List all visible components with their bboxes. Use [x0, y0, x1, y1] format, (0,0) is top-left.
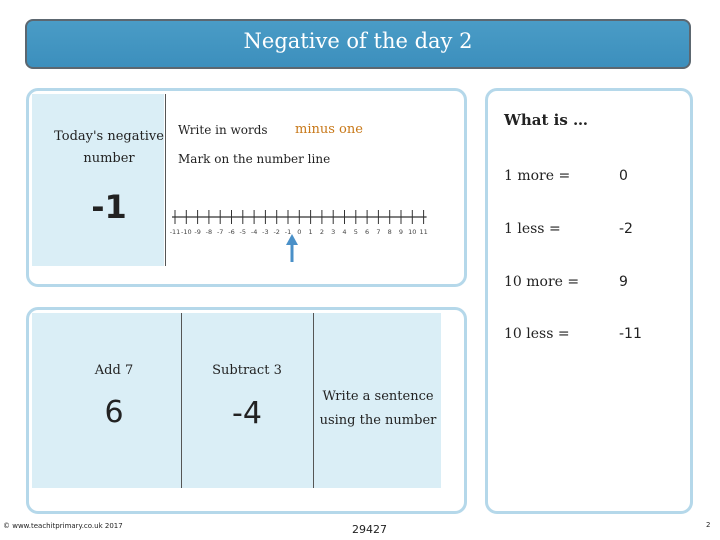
number-line [170, 199, 440, 264]
what-is-row-label: 1 less = [504, 221, 561, 237]
arrow-up-icon [286, 234, 298, 262]
add-label: Add 7 [94, 363, 134, 378]
today-divider [165, 94, 166, 266]
what-is-row-value: 0 [619, 168, 628, 184]
number-line-tick-label: 10 [408, 228, 417, 236]
number-line-tick-label: 4 [342, 228, 347, 236]
sentence-prompt: Write a sentence using the number [319, 389, 437, 428]
what-is-row-label: 10 more = [504, 274, 580, 290]
number-line-tick-label: -1 [284, 228, 292, 236]
subtract-value: -4 [232, 396, 262, 431]
what-is-row-value: -11 [619, 326, 642, 342]
page-number: 2 [706, 521, 711, 529]
ops-divider-2 [313, 313, 314, 488]
number-line-tick-label: -4 [250, 228, 258, 236]
number-line-tick-label: 2 [319, 228, 324, 236]
operations-panel [26, 307, 467, 514]
number-line-tick-label: -2 [273, 228, 280, 236]
what-is-row-label: 1 more = [504, 168, 571, 184]
number-line-tick-label: 0 [297, 228, 302, 236]
document-code: 29427 [352, 523, 387, 536]
words-answer: minus one [295, 122, 363, 137]
today-label: Today's negative number [54, 129, 164, 166]
number-line-tick-label: -7 [216, 228, 224, 236]
number-line-tick-label: 11 [419, 228, 428, 236]
number-line-tick-label: -5 [239, 228, 247, 236]
number-line-tick-label: 7 [376, 228, 381, 236]
what-is-row-value: -2 [619, 221, 633, 237]
page-title: Negative of the day 2 [243, 29, 473, 53]
what-is-panel [485, 88, 693, 514]
subtract-label: Subtract 3 [212, 363, 282, 378]
today-value: -1 [91, 188, 127, 226]
what-is-heading: What is … [504, 111, 588, 129]
number-line-tick-label: 1 [308, 228, 313, 236]
number-line-tick-label: 6 [365, 228, 370, 236]
number-line-tick-label: -3 [262, 228, 269, 236]
number-line-tick-label: 8 [387, 228, 392, 236]
number-line-tick-label: -11 [170, 228, 181, 236]
number-line-tick-label: -6 [228, 228, 235, 236]
number-line-tick-label: -10 [180, 228, 192, 236]
number-line-tick-label: 9 [398, 228, 404, 236]
number-line-tick-label: -9 [194, 228, 201, 236]
mark-prompt: Mark on the number line [178, 152, 331, 166]
title-bar [25, 19, 691, 69]
today-panel [26, 88, 467, 287]
add-value: 6 [104, 395, 124, 430]
number-line-tick-label: -8 [205, 228, 213, 236]
number-line-tick-label: 3 [331, 228, 336, 236]
words-prompt: Write in words [178, 123, 268, 137]
what-is-row-value: 9 [619, 274, 628, 290]
what-is-row-label: 10 less = [504, 326, 570, 342]
number-line-tick-label: 5 [353, 228, 358, 236]
copyright: © www.teachitprimary.co.uk 2017 [3, 522, 123, 530]
today-box [32, 94, 164, 266]
